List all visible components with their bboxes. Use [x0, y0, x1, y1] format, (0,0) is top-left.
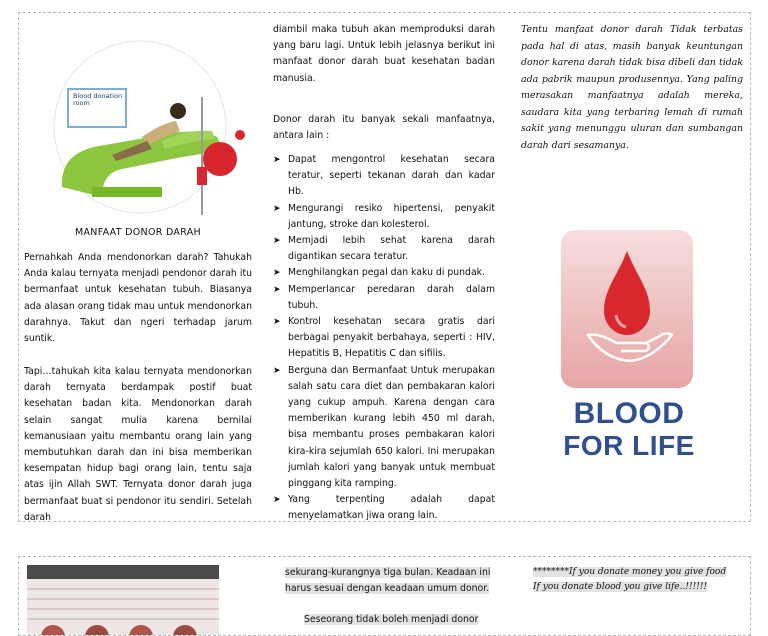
- closing-paragraph: Tentu manfaat donor darah Tidak terbatas pada hal di atas, masih banyak keuntungan donor karena darah tidak bisa dibeli dan tidak ada pabrik maupun produsennya. Yang paling merasakan manfaatnya adalah mereka, saudara kita yang terbaring lemah di rumah sakit yang menunggu uluran dan sumbangan darah dari sesamanya.: [521, 24, 743, 151]
- slogan-line-1: ********If you donate money you give food: [533, 567, 727, 577]
- arrow-bullet-icon: ➤: [273, 155, 281, 165]
- arrow-bullet-icon: ➤: [273, 365, 281, 376]
- list-item: ➤ Memperlancar peredaran darah dalam tubuh.: [273, 283, 495, 311]
- donation-room-sign: Blood donation room: [73, 92, 123, 107]
- list-item: ➤ Yang terpenting adalah dapat menyelamatkan jiwa orang lain.: [273, 494, 495, 522]
- intro-paragraph: Pernahkah Anda mendonorkan darah? Tahukah Anda kalau ternyata menjadi pendonor darah itu bermanfaat untuk kesehatan tubuh. Biasanya ada alasan orang tidak mau untuk mendonorkan darahnya. Takut dan ngeri terhadap jarum suntik.: [24, 252, 252, 345]
- page2-text-line-3: Seseorang tidak boleh menjadi donor: [304, 614, 479, 625]
- arrow-bullet-icon: ➤: [273, 203, 281, 214]
- slogan-line-2: If you donate blood you give life..!!!!!!: [533, 582, 708, 592]
- arrow-bullet-icon: ➤: [273, 268, 281, 279]
- benefits-intro: Donor darah itu banyak sekali manfaatnya, antara lain :: [273, 114, 495, 142]
- arrow-bullet-icon: ➤: [273, 284, 281, 295]
- arrow-bullet-icon: ➤: [273, 236, 281, 247]
- brochure-title: MANFAAT DONOR DARAH: [75, 227, 201, 238]
- blood-for-life-logo: [560, 227, 698, 463]
- page2-text-line-2: harus sesuai dengan keadaan umum donor.: [285, 583, 490, 594]
- logo-line-1: BLOOD: [573, 397, 685, 430]
- logo-line-2: FOR LIFE: [563, 430, 695, 461]
- brochure-page-1: [18, 12, 751, 522]
- list-item: ➤ Berguna dan Bermanfaat Untuk merupakan salah satu cara diet dan pembakaran kalori yang cukup ampuh. Karena dengan cara memberikan kurang lebih 450 ml darah, bisa membantu proses pembakaran kalori kira-kira sejumlah 650 kalori. Ini merupakan jumlah kalori yang banyak untuk membuat pinggang kita ramping.: [273, 364, 495, 490]
- continued-paragraph: diambil maka tubuh akan memproduksi darah yang baru lagi. Untuk lebih jelasnya berikut ini manfaat donor darah buat kesehatan badan manusia.: [273, 24, 495, 84]
- benefit-paragraph: Tapi…tahukah kita kalau ternyata mendonorkan darah ternyata berdampak postif buat kesehatan badan kita. Mendonorkan darah selain sangat mulia karena bernilai kemanusiaan yaitu membantu orang lain yang membutuhkan darah dan ini bisa memberikan kesempatan hidup bagi orang lain, tentu saja atas ijin Allah SWT. Ternyata donor darah juga bermanfaat buat si pendonor itu sendiri. Setelah darah: [24, 366, 252, 523]
- arrow-bullet-icon: ➤: [273, 495, 281, 506]
- brochure-page-2: [18, 556, 751, 636]
- list-item: ➤ Menghilangkan pegal dan kaku di pundak.: [273, 265, 495, 281]
- benefits-list: [273, 152, 495, 525]
- list-item: ➤ Kontrol kesehatan secara gratis dari berbagai penyakit berbahaya, seperti : HIV, Hepatitis B, Hepatitis C dan sifilis.: [273, 316, 495, 360]
- arrow-bullet-icon: ➤: [273, 317, 281, 328]
- list-item: ➤ Dapat mengontrol kesehatan secara teratur, seperti tekanan darah dan kadar Hb.: [273, 154, 495, 198]
- donor-photo: [27, 565, 219, 635]
- list-item: ➤ Mengurangi resiko hipertensi, penyakit jantung, stroke dan kolesterol.: [273, 202, 495, 230]
- list-item: ➤ Memjadi lebih sehat karena darah digantikan secara teratur.: [273, 235, 495, 263]
- donor-illustration: [52, 37, 260, 227]
- page2-text-line-1: sekurang-kurangnya tiga bulan. Keadaan ini: [285, 567, 491, 578]
